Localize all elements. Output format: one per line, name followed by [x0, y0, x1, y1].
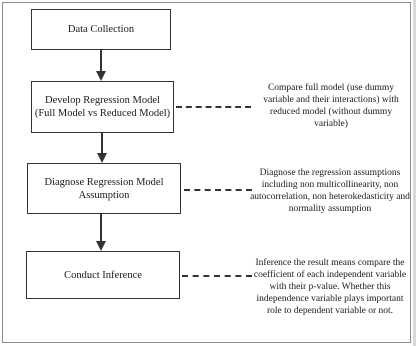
- step-label-develop-model: Develop Regression Model (Full Model vs Reduced Model): [34, 95, 171, 119]
- step-box-conduct-inference: [26, 251, 180, 299]
- arrow-2: [96, 133, 108, 164]
- arrow-1: [95, 50, 107, 82]
- dashed-connector-3: [182, 275, 252, 277]
- step-label-conduct-inference: Conduct Inference: [64, 269, 142, 281]
- step-box-develop-model: [31, 81, 174, 133]
- step-box-diagnose-assumption: [27, 163, 181, 214]
- step-box-data-collection: [31, 9, 171, 50]
- step-label-diagnose-assumption: Diagnose Regression Model Assumption: [44, 176, 164, 201]
- dashed-connector-1: [176, 106, 251, 108]
- note-conduct-inference: Inference the result means compare the coefficient of each independent variable with their p-value. Whether this independence variable plays important role to dependent variable or not.: [253, 258, 407, 316]
- dashed-connector-2: [184, 189, 252, 191]
- note-develop-model: Compare full model (use dummy variable and their interactions) with reduced model (without dummy variable): [263, 83, 399, 129]
- arrow-3: [95, 214, 107, 252]
- note-diagnose-assumption: Diagnose the regression assumptions including non multicollinearity, non autocorrelation, non heterokedasticity and normality assumption: [250, 168, 410, 214]
- step-label-data-collection: Data Collection: [67, 24, 135, 35]
